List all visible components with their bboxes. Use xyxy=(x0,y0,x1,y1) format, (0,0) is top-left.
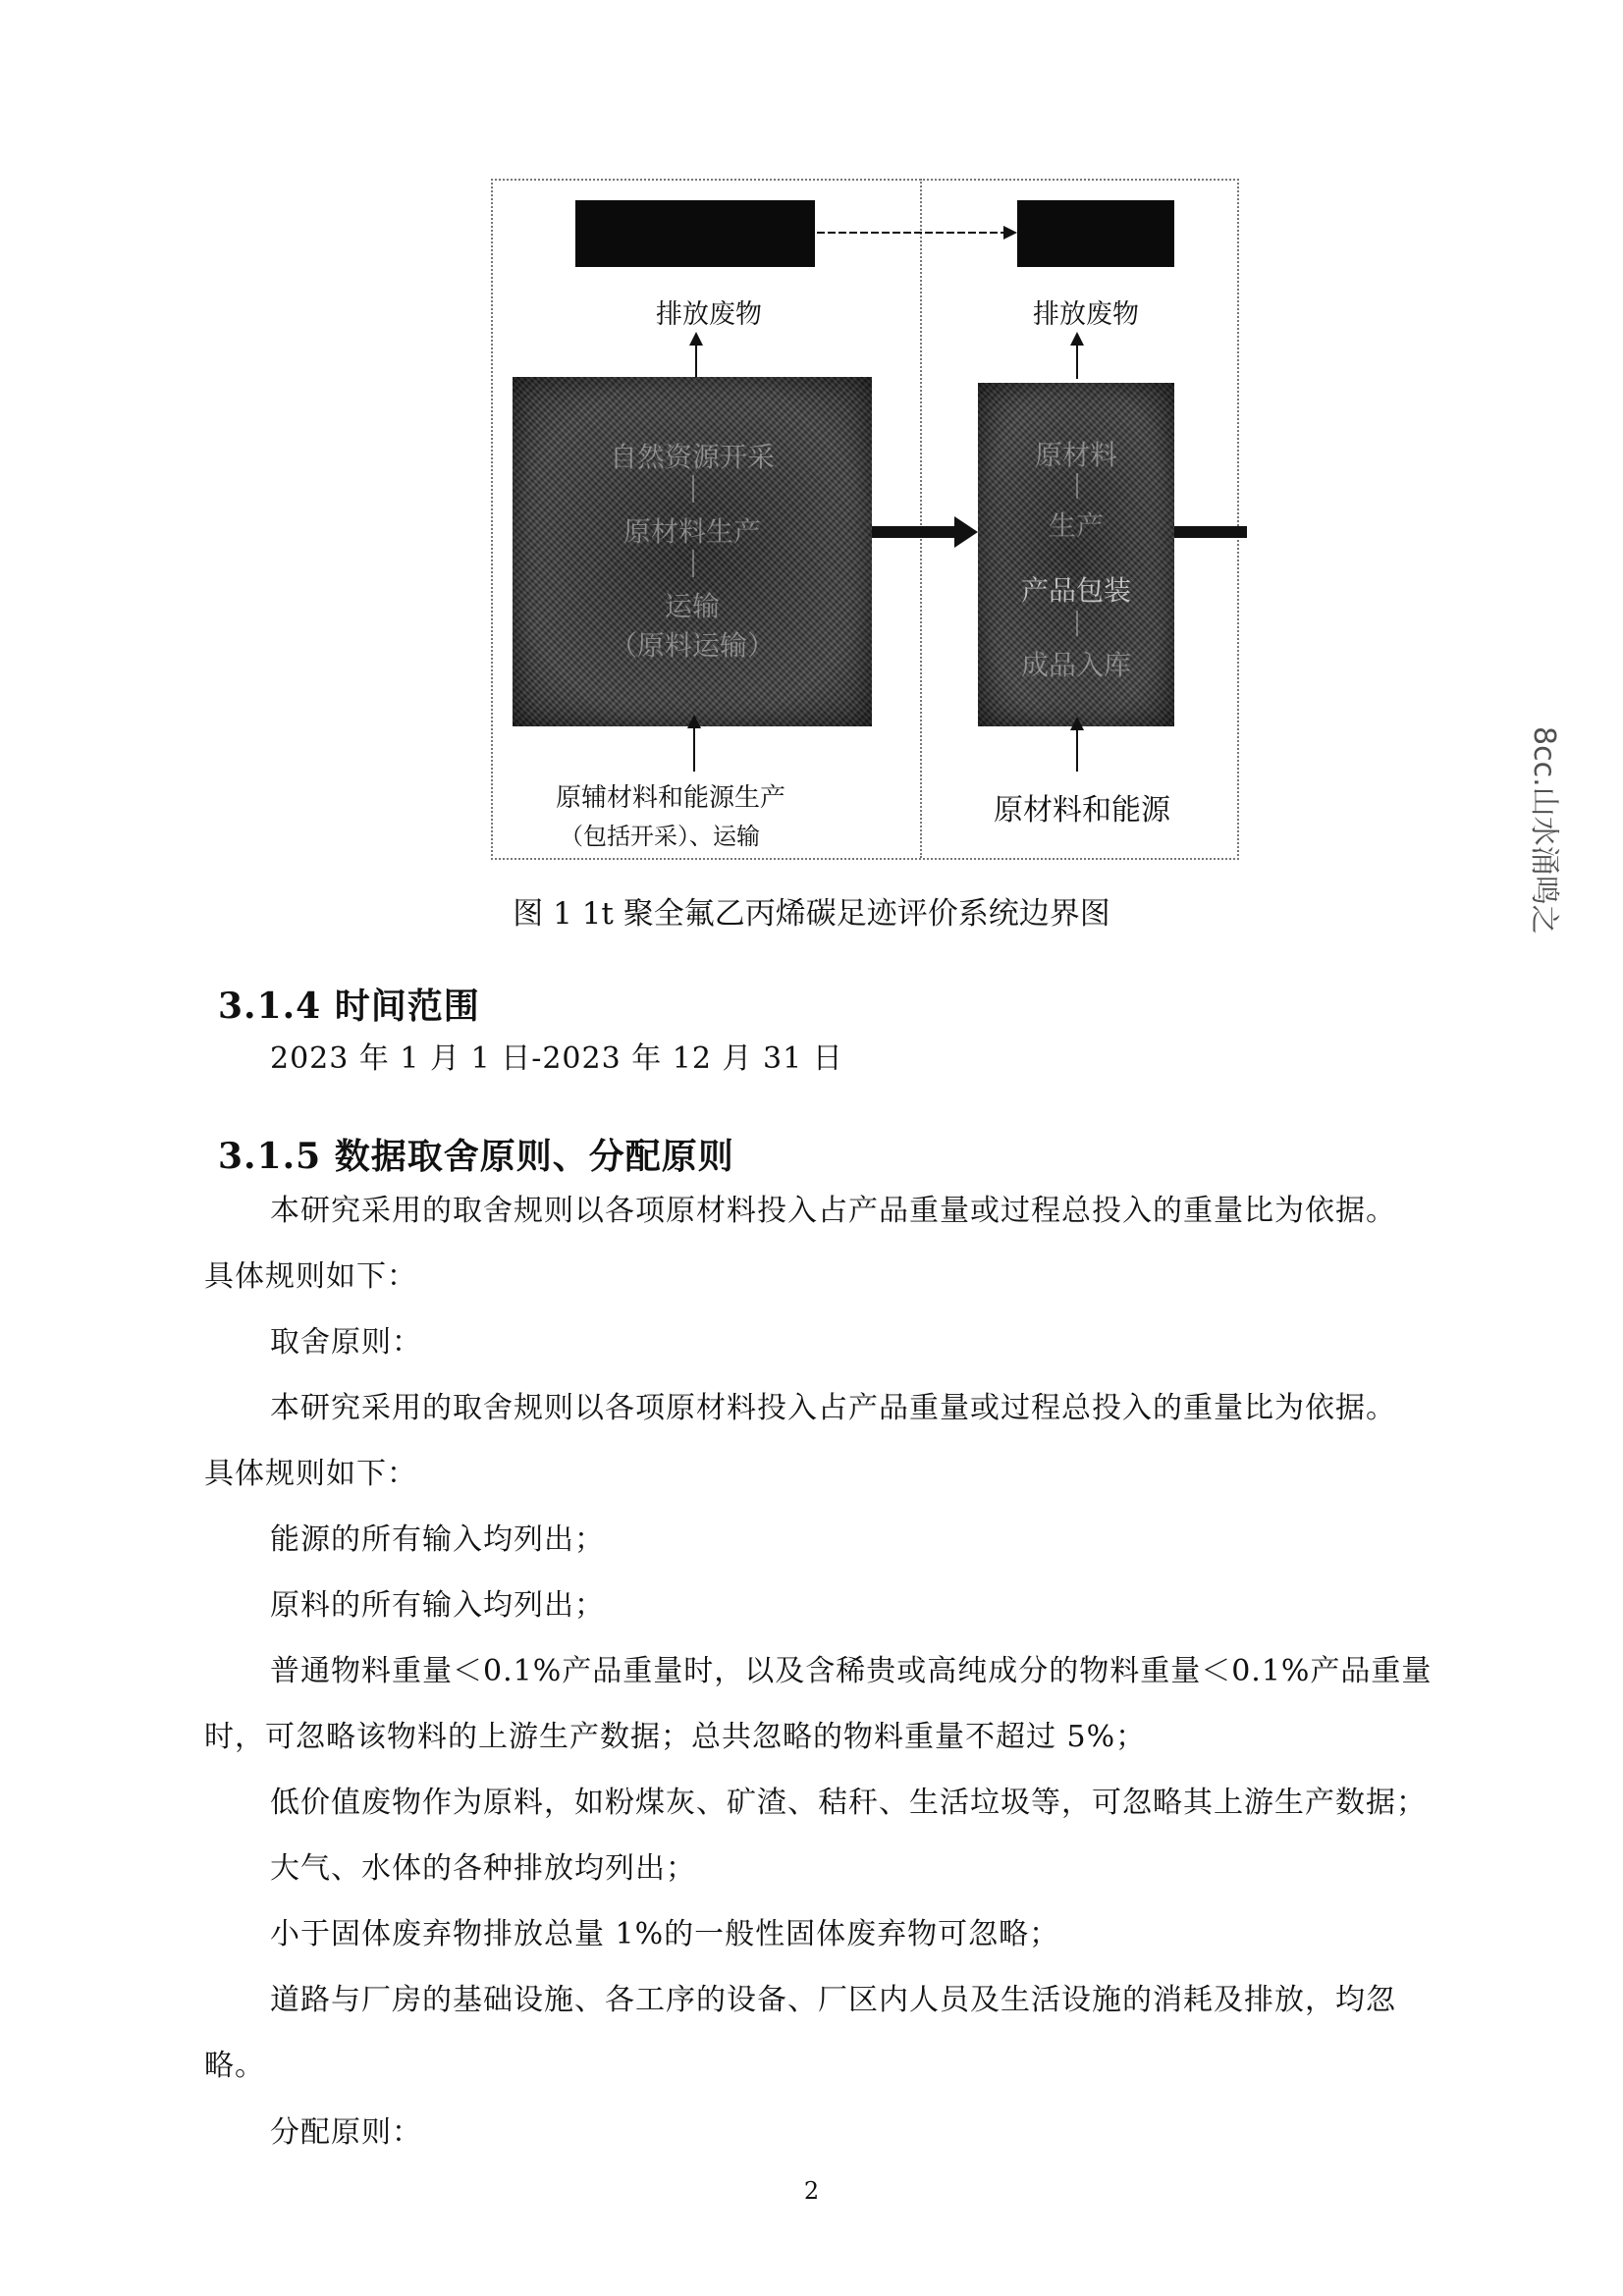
heading-3-1-4: 3.1.4 时间范围 xyxy=(218,986,480,1027)
rule-infrastructure-line-2: 略。 xyxy=(204,2049,265,2083)
production-step-4: 成品入库 xyxy=(1020,649,1131,681)
input-label-left-line2: （包括开采）、运输 xyxy=(560,823,760,850)
input-arrow-left xyxy=(693,717,695,772)
paragraph-1-line-1: 本研究采用的取舍规则以各项原材料投入占产品重量或过程总投入的重量比为依据。 xyxy=(270,1194,1396,1228)
upstream-step-arrow xyxy=(692,475,694,503)
production-stage-box xyxy=(978,383,1174,726)
rule-minor-materials-line-2: 时，可忽略该物料的上游生产数据；总共忽略的物料重量不超过 5%； xyxy=(204,1720,1147,1754)
upstream-stage-box xyxy=(513,377,872,726)
production-step-2: 生产 xyxy=(1048,509,1104,542)
paragraph-3-line-1: 本研究采用的取舍规则以各项原材料投入占产品重量或过程总投入的重量比为依据。 xyxy=(270,1391,1396,1425)
upstream-step-3: 运输 xyxy=(664,590,720,622)
rule-energy-inputs: 能源的所有输入均列出； xyxy=(270,1522,605,1557)
rule-minor-materials-line-1: 普通物料重量＜0.1%产品重量时，以及含稀贵或高纯成分的物料重量＜0.1%产品重量 xyxy=(270,1654,1433,1688)
cutoff-principle-label: 取舍原则： xyxy=(270,1325,422,1360)
time-range-text: 2023 年 1 月 1 日-2023 年 12 月 31 日 xyxy=(270,1041,843,1076)
input-label-right: 原材料和能源 xyxy=(994,793,1170,828)
paragraph-1-line-2: 具体规则如下： xyxy=(204,1259,417,1294)
rule-material-inputs: 原料的所有输入均列出； xyxy=(270,1588,605,1623)
outgoing-stage-bar xyxy=(1174,526,1247,538)
stage-transfer-arrow xyxy=(872,512,980,552)
upstream-step-1: 自然资源开采 xyxy=(609,441,775,473)
heading-3-1-5: 3.1.5 数据取舍原则、分配原则 xyxy=(218,1136,734,1177)
production-step-1: 原材料 xyxy=(1034,439,1117,471)
margin-stamp: 8cc.山水涌鸣之 xyxy=(1527,726,1561,934)
emission-arrow-left xyxy=(695,334,697,379)
rule-infrastructure-line-1: 道路与厂房的基础设施、各工序的设备、厂区内人员及生活设施的消耗及排放，均忽 xyxy=(270,1983,1396,2017)
top-right-black-box xyxy=(1017,200,1174,267)
emission-label-right: 排放废物 xyxy=(1033,299,1139,330)
page-number: 2 xyxy=(803,2177,820,2205)
production-step-3: 产品包装 xyxy=(1020,574,1131,607)
input-arrow-right xyxy=(1076,719,1078,772)
upstream-step-4: （原料运输） xyxy=(609,629,775,662)
upstream-step-2: 原材料生产 xyxy=(622,515,761,548)
emission-arrow-right xyxy=(1076,334,1078,379)
rule-solid-waste: 小于固体废弃物排放总量 1%的一般性固体废弃物可忽略； xyxy=(270,1917,1060,1951)
rule-low-value-waste: 低价值废物作为原料，如粉煤灰、矿渣、秸秆、生活垃圾等，可忽略其上游生产数据； xyxy=(270,1786,1427,1820)
upstream-step-arrow xyxy=(692,550,694,577)
system-boundary-figure xyxy=(491,179,1237,858)
production-step-arrow xyxy=(1076,611,1078,636)
paragraph-3-line-2: 具体规则如下： xyxy=(204,1457,417,1491)
rule-emissions: 大气、水体的各种排放均列出； xyxy=(270,1851,696,1886)
top-left-black-box xyxy=(575,200,815,267)
figure-caption: 图 1 1t 聚全氟乙丙烯碳足迹评价系统边界图 xyxy=(513,896,1110,932)
top-connector-arrow xyxy=(815,218,1021,247)
input-label-left-line1: 原辅材料和能源生产 xyxy=(556,783,786,813)
emission-label-left: 排放废物 xyxy=(656,299,762,330)
allocation-principle-label: 分配原则： xyxy=(270,2115,422,2150)
production-step-arrow xyxy=(1076,473,1078,499)
